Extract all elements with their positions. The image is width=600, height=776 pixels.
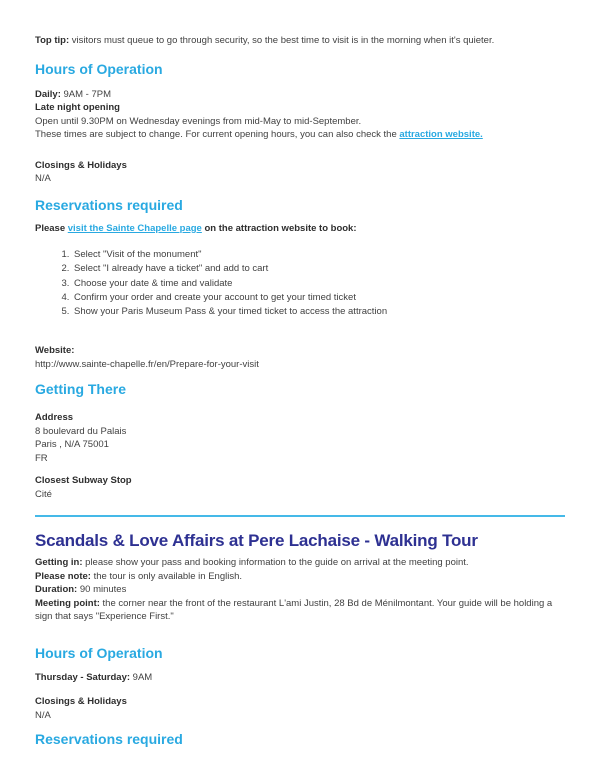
- please-note: Please note: the tour is only available in English.: [35, 570, 242, 582]
- daily-value: 9AM - 7PM: [60, 88, 112, 100]
- tour-days-label: Thursday - Saturday:: [35, 671, 131, 683]
- hours-block: [35, 88, 565, 142]
- getting-there-heading: Getting There: [35, 381, 127, 398]
- address-block: [35, 411, 565, 465]
- booking-step: 2. Select "I already have a ticket" and add to cart: [72, 262, 565, 276]
- address-line: FR: [35, 452, 48, 464]
- meeting-point: Meeting point: the corner near the front of the restaurant L'ami Justin, 28 Bd de Ménilmontant. Your guide will be holding a sign that says "Experience First.": [35, 597, 553, 623]
- closings-label-2: Closings & Holidays: [35, 696, 127, 708]
- getting-in: Getting in: please show your pass and booking information to the guide on arrival at the meeting point.: [35, 557, 469, 569]
- times-note-text: These times are subject to change. For current opening hours, you can also check the: [35, 129, 400, 140]
- top-tip-text: visitors must queue to go through security, so the best time to visit is in the morning when it's quieter.: [69, 35, 495, 46]
- sainte-chapelle-page-link[interactable]: visit the Sainte Chapelle page: [67, 222, 202, 234]
- late-night-opening-text: Open until 9.30PM on Wednesday evenings from mid-May to mid-September.: [35, 115, 362, 127]
- tour-days: Thursday - Saturday: 9AM: [35, 671, 153, 683]
- hours-of-operation-heading: Hours of Operation: [35, 60, 163, 77]
- daily-label: Daily:: [35, 88, 61, 100]
- duration-label: Duration:: [35, 584, 78, 596]
- booking-step: 5. Show your Paris Museum Pass & your timed ticket to access the attraction: [72, 305, 565, 319]
- closings-label: Closings & Holidays: [35, 159, 127, 171]
- booking-steps-list: [35, 248, 565, 319]
- subway-value: Cité: [35, 488, 52, 500]
- booking-step: 3. Choose your date & time and validate: [72, 277, 565, 291]
- booking-intro: [35, 222, 565, 236]
- reservations-required-heading-2: Reservations required: [35, 731, 183, 748]
- booking-intro-prefix: Please: [35, 222, 68, 234]
- attraction-website-link[interactable]: attraction website.: [399, 129, 483, 140]
- please-note-label: Please note:: [35, 570, 91, 582]
- address-line: Paris , N/A 75001: [35, 439, 109, 451]
- website-url: http://www.sainte-chapelle.fr/en/Prepare-for-your-visit: [35, 358, 259, 370]
- address-label: Address: [35, 412, 74, 424]
- subway-label: Closest Subway Stop: [35, 475, 132, 487]
- reservations-required-heading: Reservations required: [35, 196, 183, 213]
- website-block: [35, 344, 565, 371]
- booking-intro-suffix: on the attraction website to book:: [201, 222, 357, 234]
- subway-block: [35, 474, 565, 501]
- closings-value: N/A: [35, 173, 51, 184]
- late-night-opening-label: Late night opening: [35, 102, 120, 113]
- section-divider: [35, 515, 565, 517]
- times-note: [35, 128, 565, 142]
- hours-of-operation-heading-2: Hours of Operation: [35, 644, 163, 661]
- tour-title: Scandals & Love Affairs at Pere Lachaise - Walking Tour: [35, 531, 478, 551]
- closings-block: [35, 159, 565, 186]
- closings-block-2: [35, 695, 565, 722]
- booking-step: 1. Select "Visit of the monument": [72, 248, 565, 262]
- duration: Duration: 90 minutes: [35, 584, 127, 596]
- tour-info-block: [35, 556, 565, 624]
- getting-in-label: Getting in:: [35, 557, 83, 569]
- website-label: Website:: [35, 345, 75, 357]
- address-line: 8 boulevard du Palais: [35, 425, 127, 437]
- top-tip: [35, 34, 565, 48]
- booking-step: 4. Confirm your order and create your account to get your timed ticket: [72, 291, 565, 305]
- top-tip-label: Top tip:: [35, 35, 70, 46]
- closings-value-2: N/A: [35, 709, 51, 721]
- meeting-point-label: Meeting point:: [35, 597, 100, 609]
- daily-hours: [35, 88, 565, 102]
